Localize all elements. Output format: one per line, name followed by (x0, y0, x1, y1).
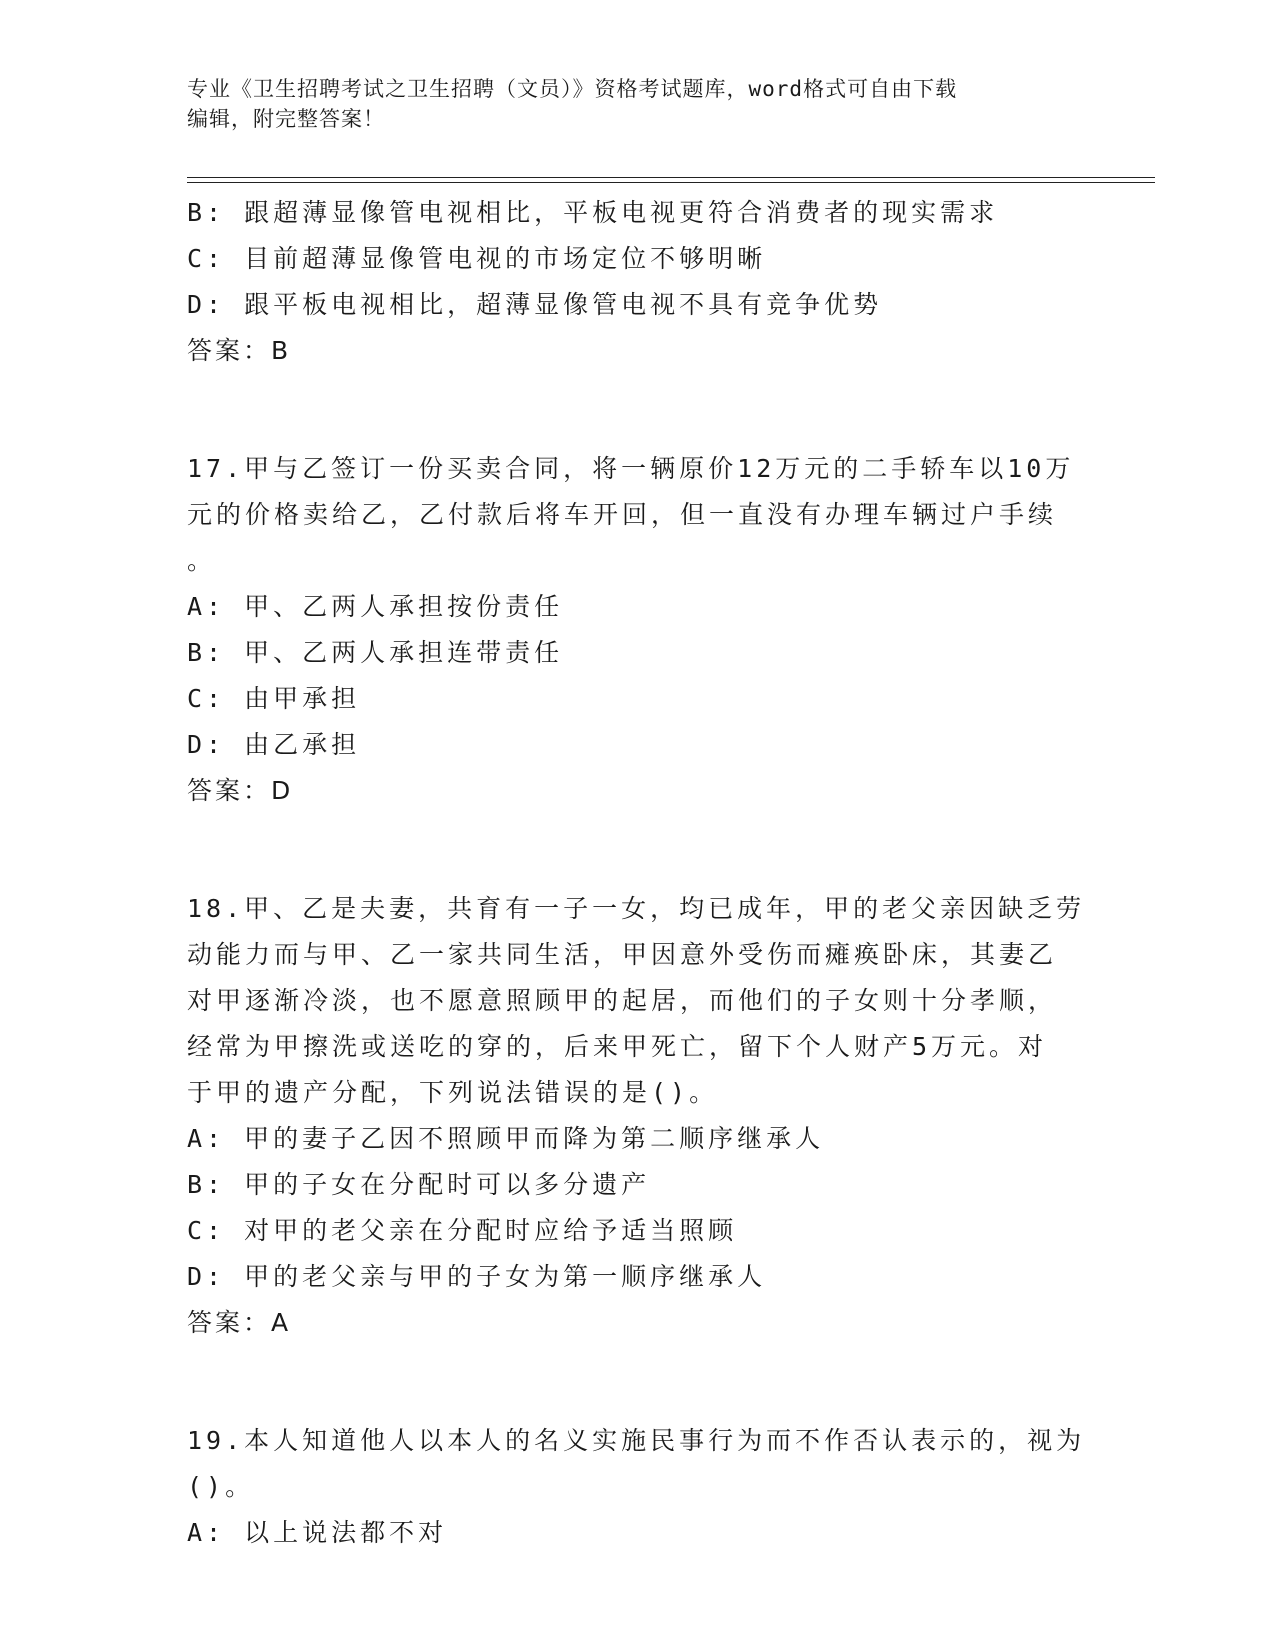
question-stem (187, 1418, 1086, 1510)
option-a: A: 以上说法都不对 (187, 1518, 448, 1547)
question-stem (187, 886, 1086, 1116)
option-a: A: 甲的妻子乙因不照顾甲而降为第二顺序继承人 (187, 1124, 825, 1153)
option-b: B: 甲的子女在分配时可以多分遗产 (187, 1170, 651, 1199)
question-stem (187, 446, 1075, 584)
header-line-2: 编辑，附完整答案！ (187, 107, 385, 131)
stem-line: 对甲逐渐冷淡，也不愿意照顾甲的起居，而他们的子女则十分孝顺， (187, 986, 1058, 1015)
stem-line: 动能力而与甲、乙一家共同生活，甲因意外受伤而瘫痪卧床，其妻乙 (187, 940, 1058, 969)
document-body (187, 190, 1086, 1556)
option-c: C: 由甲承担 (187, 684, 361, 713)
option-b: B: 跟超薄显像管电视相比，平板电视更符合消费者的现实需求 (187, 198, 999, 227)
answer-line: 答案：A (187, 1308, 292, 1337)
option-a: A: 甲、乙两人承担按份责任 (187, 592, 564, 621)
header-line-1: 专业《卫生招聘考试之卫生招聘（文员）》资格考试题库，word格式可自由下载 (187, 77, 958, 101)
header-divider-bottom (187, 182, 1155, 183)
option-d: D: 由乙承担 (187, 730, 361, 759)
answer-line: 答案：B (187, 336, 292, 365)
option-d: D: 甲的老父亲与甲的子女为第一顺序继承人 (187, 1262, 767, 1291)
document-header (187, 74, 1087, 134)
stem-line: 元的价格卖给乙，乙付款后将车开回，但一直没有办理车辆过户手续 (187, 500, 1058, 529)
question-19 (187, 1418, 1086, 1556)
stem-line: 于甲的遗产分配，下列说法错误的是()。 (187, 1078, 719, 1107)
question-16-continuation (187, 190, 1067, 374)
stem-line: 18.甲、乙是夫妻，共育有一子一女，均已成年，甲的老父亲因缺乏劳 (187, 894, 1086, 923)
question-17 (187, 446, 1075, 814)
stem-line: 。 (187, 546, 217, 575)
stem-line: ()。 (187, 1472, 255, 1501)
stem-line: 19.本人知道他人以本人的名义实施民事行为而不作否认表示的，视为 (187, 1426, 1086, 1455)
stem-line: 17.甲与乙签订一份买卖合同，将一辆原价12万元的二手轿车以10万 (187, 454, 1075, 483)
answer-line: 答案：D (187, 776, 294, 805)
stem-line: 经常为甲擦洗或送吃的穿的，后来甲死亡，留下个人财产5万元。对 (187, 1032, 1048, 1061)
option-b: B: 甲、乙两人承担连带责任 (187, 638, 564, 667)
option-c: C: 对甲的老父亲在分配时应给予适当照顾 (187, 1216, 738, 1245)
question-18 (187, 886, 1086, 1346)
option-d: D: 跟平板电视相比，超薄显像管电视不具有竞争优势 (187, 290, 883, 319)
option-c: C: 目前超薄显像管电视的市场定位不够明晰 (187, 244, 767, 273)
header-divider-top (187, 177, 1155, 178)
